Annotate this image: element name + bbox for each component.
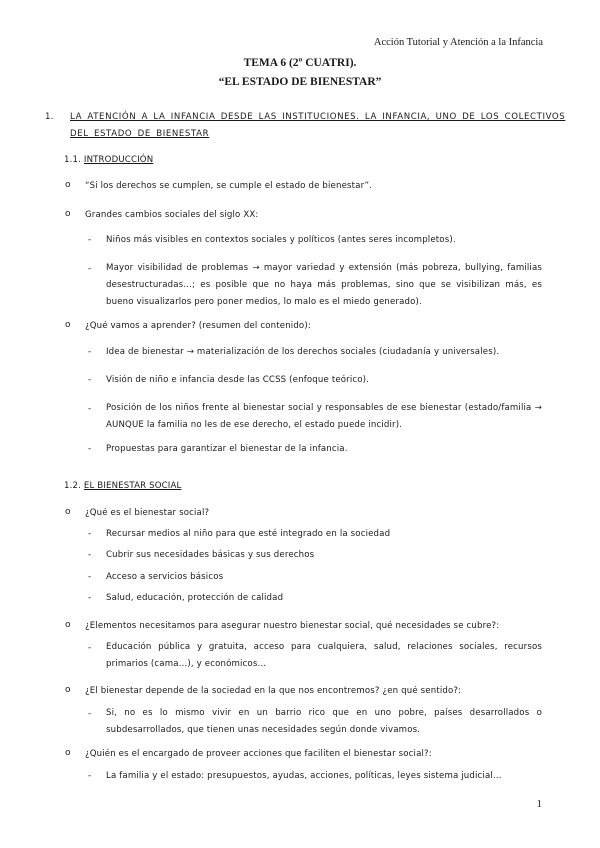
dash-icon: - xyxy=(88,771,92,781)
subsection-intro-heading xyxy=(64,155,153,165)
section-heading-line1: LA ATENCIÓN A LA INFANCIA DESDE LAS INSTITUCIONES. LA INFANCIA, UNO DE LOS COLECTIVOS xyxy=(70,112,566,122)
list-item: Salud, educación, protección de calidad xyxy=(106,593,284,603)
dash-icon: - xyxy=(88,643,92,653)
document-subtitle: “EL ESTADO DE BIENESTAR” xyxy=(218,76,382,88)
cambios-heading: Grandes cambios sociales del siglo XX: xyxy=(85,210,259,220)
document-title: TEMA 6 (2º CUATRI). xyxy=(243,57,357,69)
bullet-icon: o xyxy=(65,180,71,190)
bullet-icon: o xyxy=(65,620,71,630)
dash-icon: - xyxy=(88,709,92,719)
list-item: Acceso a servicios básicos xyxy=(106,572,224,582)
running-header: Acción Tutorial y Atención a la Infancia xyxy=(373,37,543,48)
aprender-heading: ¿Qué vamos a aprender? (resumen del contenido): xyxy=(85,321,311,331)
list-item: Si, no es lo mismo vivir en un barrio rico que en uno pobre, países desarrollados o subdesarrollados, que tienen unas necesidades según donde vivamos. xyxy=(106,708,542,735)
question: ¿Qué es el bienestar social? xyxy=(85,508,210,518)
dash-icon: - xyxy=(88,404,92,414)
dash-icon: - xyxy=(88,593,92,603)
list-item: Idea de bienestar → materialización de los derechos sociales (ciudadanía y universales). xyxy=(106,347,500,357)
dash-icon: - xyxy=(88,375,92,385)
question: ¿Quién es el encargado de proveer acciones que faciliten el bienestar social?: xyxy=(85,749,432,759)
section-heading-line2: DEL ESTADO DE BIENESTAR xyxy=(70,129,210,139)
list-item: Posición de los niños frente al bienestar social y responsables de ese bienestar (estado/familia → AUNQUE la familia no les de ese derecho, el estado puede incidir). xyxy=(106,403,542,430)
list-item: Recursar medios al niño para que esté integrado en la sociedad xyxy=(106,529,391,539)
section-number: 1. xyxy=(45,112,54,122)
subsection-bienestar-heading xyxy=(64,481,181,491)
bullet-icon: o xyxy=(65,320,71,330)
dash-icon: - xyxy=(88,529,92,539)
list-item: La familia y el estado: presupuestos, ayudas, acciones, políticas, leyes sistema judicial… xyxy=(106,771,502,781)
dash-icon: - xyxy=(88,572,92,582)
subsection-number: 1.2. xyxy=(64,481,81,491)
dash-icon: - xyxy=(88,444,92,454)
subsection-title: EL BIENESTAR SOCIAL xyxy=(83,481,182,491)
bullet-icon: o xyxy=(65,748,71,758)
dash-icon: - xyxy=(88,347,92,357)
list-item: Niños más visibles en contextos sociales y políticos (antes seres incompletos). xyxy=(106,235,456,245)
page-number: 1 xyxy=(536,798,542,810)
list-item: Educación pública y gratuita, acceso para cualquiera, salud, relaciones sociales, recursos primarios (cama…), y económicos… xyxy=(106,642,542,669)
subsection-number: 1.1. xyxy=(64,155,81,165)
list-item: Mayor visibilidad de problemas → mayor variedad y extensión (más pobreza, bullying, familias desestructuradas…; es posible que no haya más problemas, sino que se visibilizan más, es bueno visualizarlos pero poner medios, lo malo es el miedo generado). xyxy=(106,263,542,307)
subsection-title: INTRODUCCIÓN xyxy=(83,155,154,165)
bullet-icon: o xyxy=(65,209,71,219)
dash-icon: - xyxy=(88,550,92,560)
question: ¿El bienestar depende de la sociedad en la que nos encontremos? ¿en qué sentido?: xyxy=(85,686,462,696)
intro-quote: “Si los derechos se cumplen, se cumple el estado de bienestar”. xyxy=(85,181,373,191)
bullet-icon: o xyxy=(65,685,71,695)
bullet-icon: o xyxy=(65,507,71,517)
list-item: Visión de niño e infancia desde las CCSS (enfoque teórico). xyxy=(106,375,370,385)
question: ¿Elementos necesitamos para asegurar nuestro bienestar social, qué necesidades se cubre?: xyxy=(85,621,500,631)
dash-icon: - xyxy=(88,235,92,245)
dash-icon: - xyxy=(88,264,92,274)
list-item: Propuestas para garantizar el bienestar de la infancia. xyxy=(106,444,348,454)
list-item: Cubrir sus necesidades básicas y sus derechos xyxy=(106,550,315,560)
